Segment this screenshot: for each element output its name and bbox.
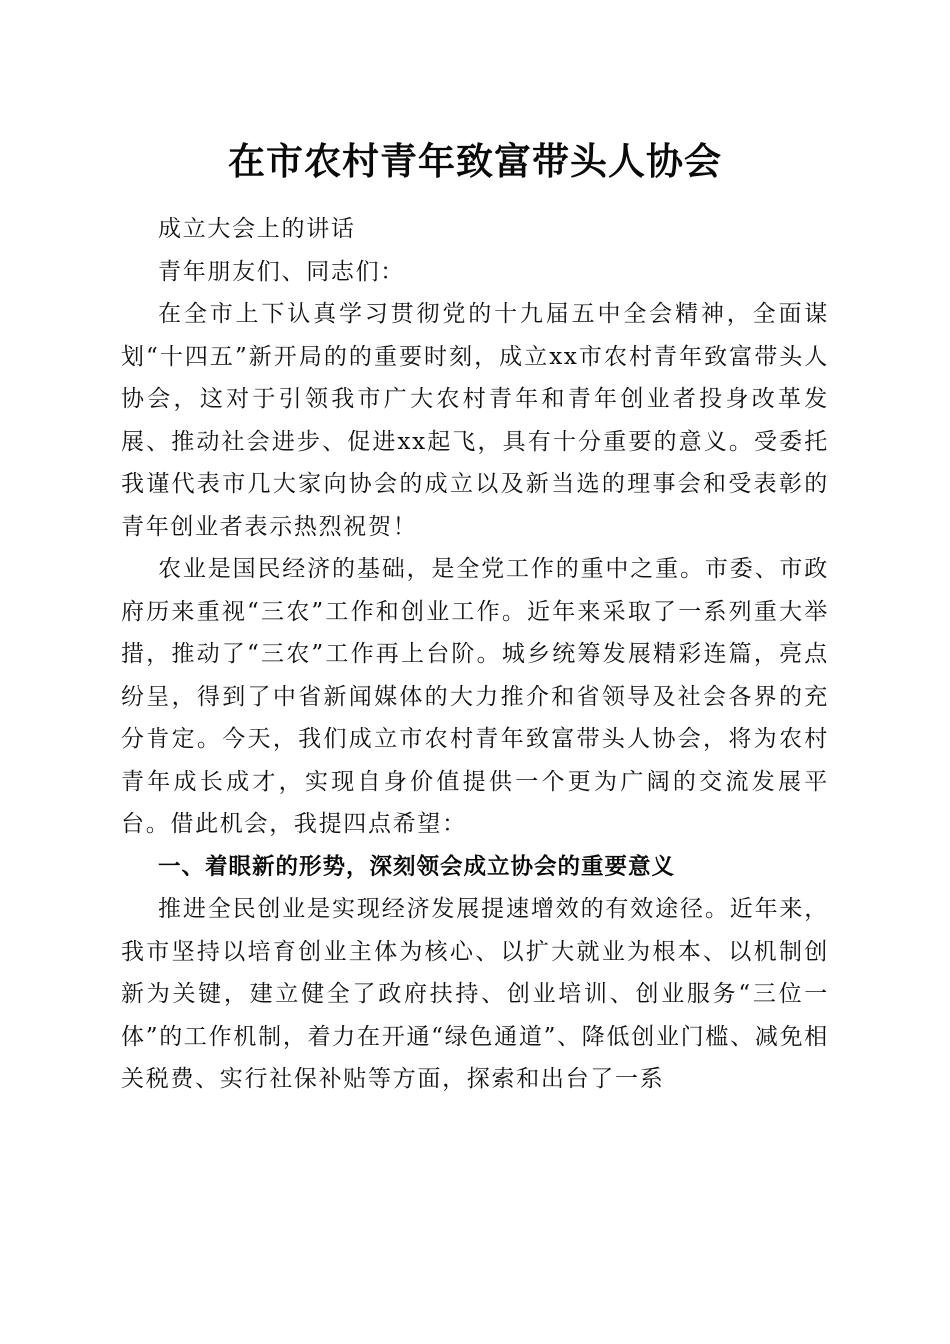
body-paragraph: 农业是国民经济的基础，是全党工作的重中之重。市委、市政府历来重视“三农”工作和创业工作。近年来采取了一系列重大举措，推动了“三农”工作再上台阶。城乡统筹发展精彩连篇，亮点纷呈，得到了中省新闻媒体的大力推介和省领导及社会各界的充分肯定。今天，我们成立市农村青年致富带头人协会，将为农村青年成长成才，实现自身价值提供一个更为广阔的交流发展平台。借此机会，我提四点希望： <box>121 556 829 837</box>
speech-subtitle-line: 成立大会上的讲话 <box>158 216 356 242</box>
body-paragraph: 在全市上下认真学习贯彻党的十九届五中全会精神，全面谋划“十四五”新开局的的重要时刻，成立xx市农村青年致富带头人协会，这对于引领我市广大农村青年和青年创业者投身改革发展、推动社会进步、促进xx起飞，具有十分重要的意义。受委托我谨代表市几大家向协会的成立以及新当选的理事会和受表彰的青年创业者表示热烈祝贺！ <box>121 301 829 540</box>
salutation: 青年朋友们、同志们： <box>158 258 405 285</box>
body-paragraph: 推进全民创业是实现经济发展提速增效的有效途径。近年来，我市坚持以培育创业主体为核心、以扩大就业为根本、以机制创新为关键，建立健全了政府扶持、创业培训、创业服务“三位一体”的工作机制，着力在开通“绿色通道”、降低创业门槛、减免相关税费、实行社保补贴等方面，探索和出台了一系 <box>121 896 829 1092</box>
document-body <box>121 208 829 1101</box>
document-title: 在市农村青年致富带头人协会 <box>228 139 722 183</box>
section-heading: 一、着眼新的形势，深刻领会成立协会的重要意义 <box>158 853 676 880</box>
